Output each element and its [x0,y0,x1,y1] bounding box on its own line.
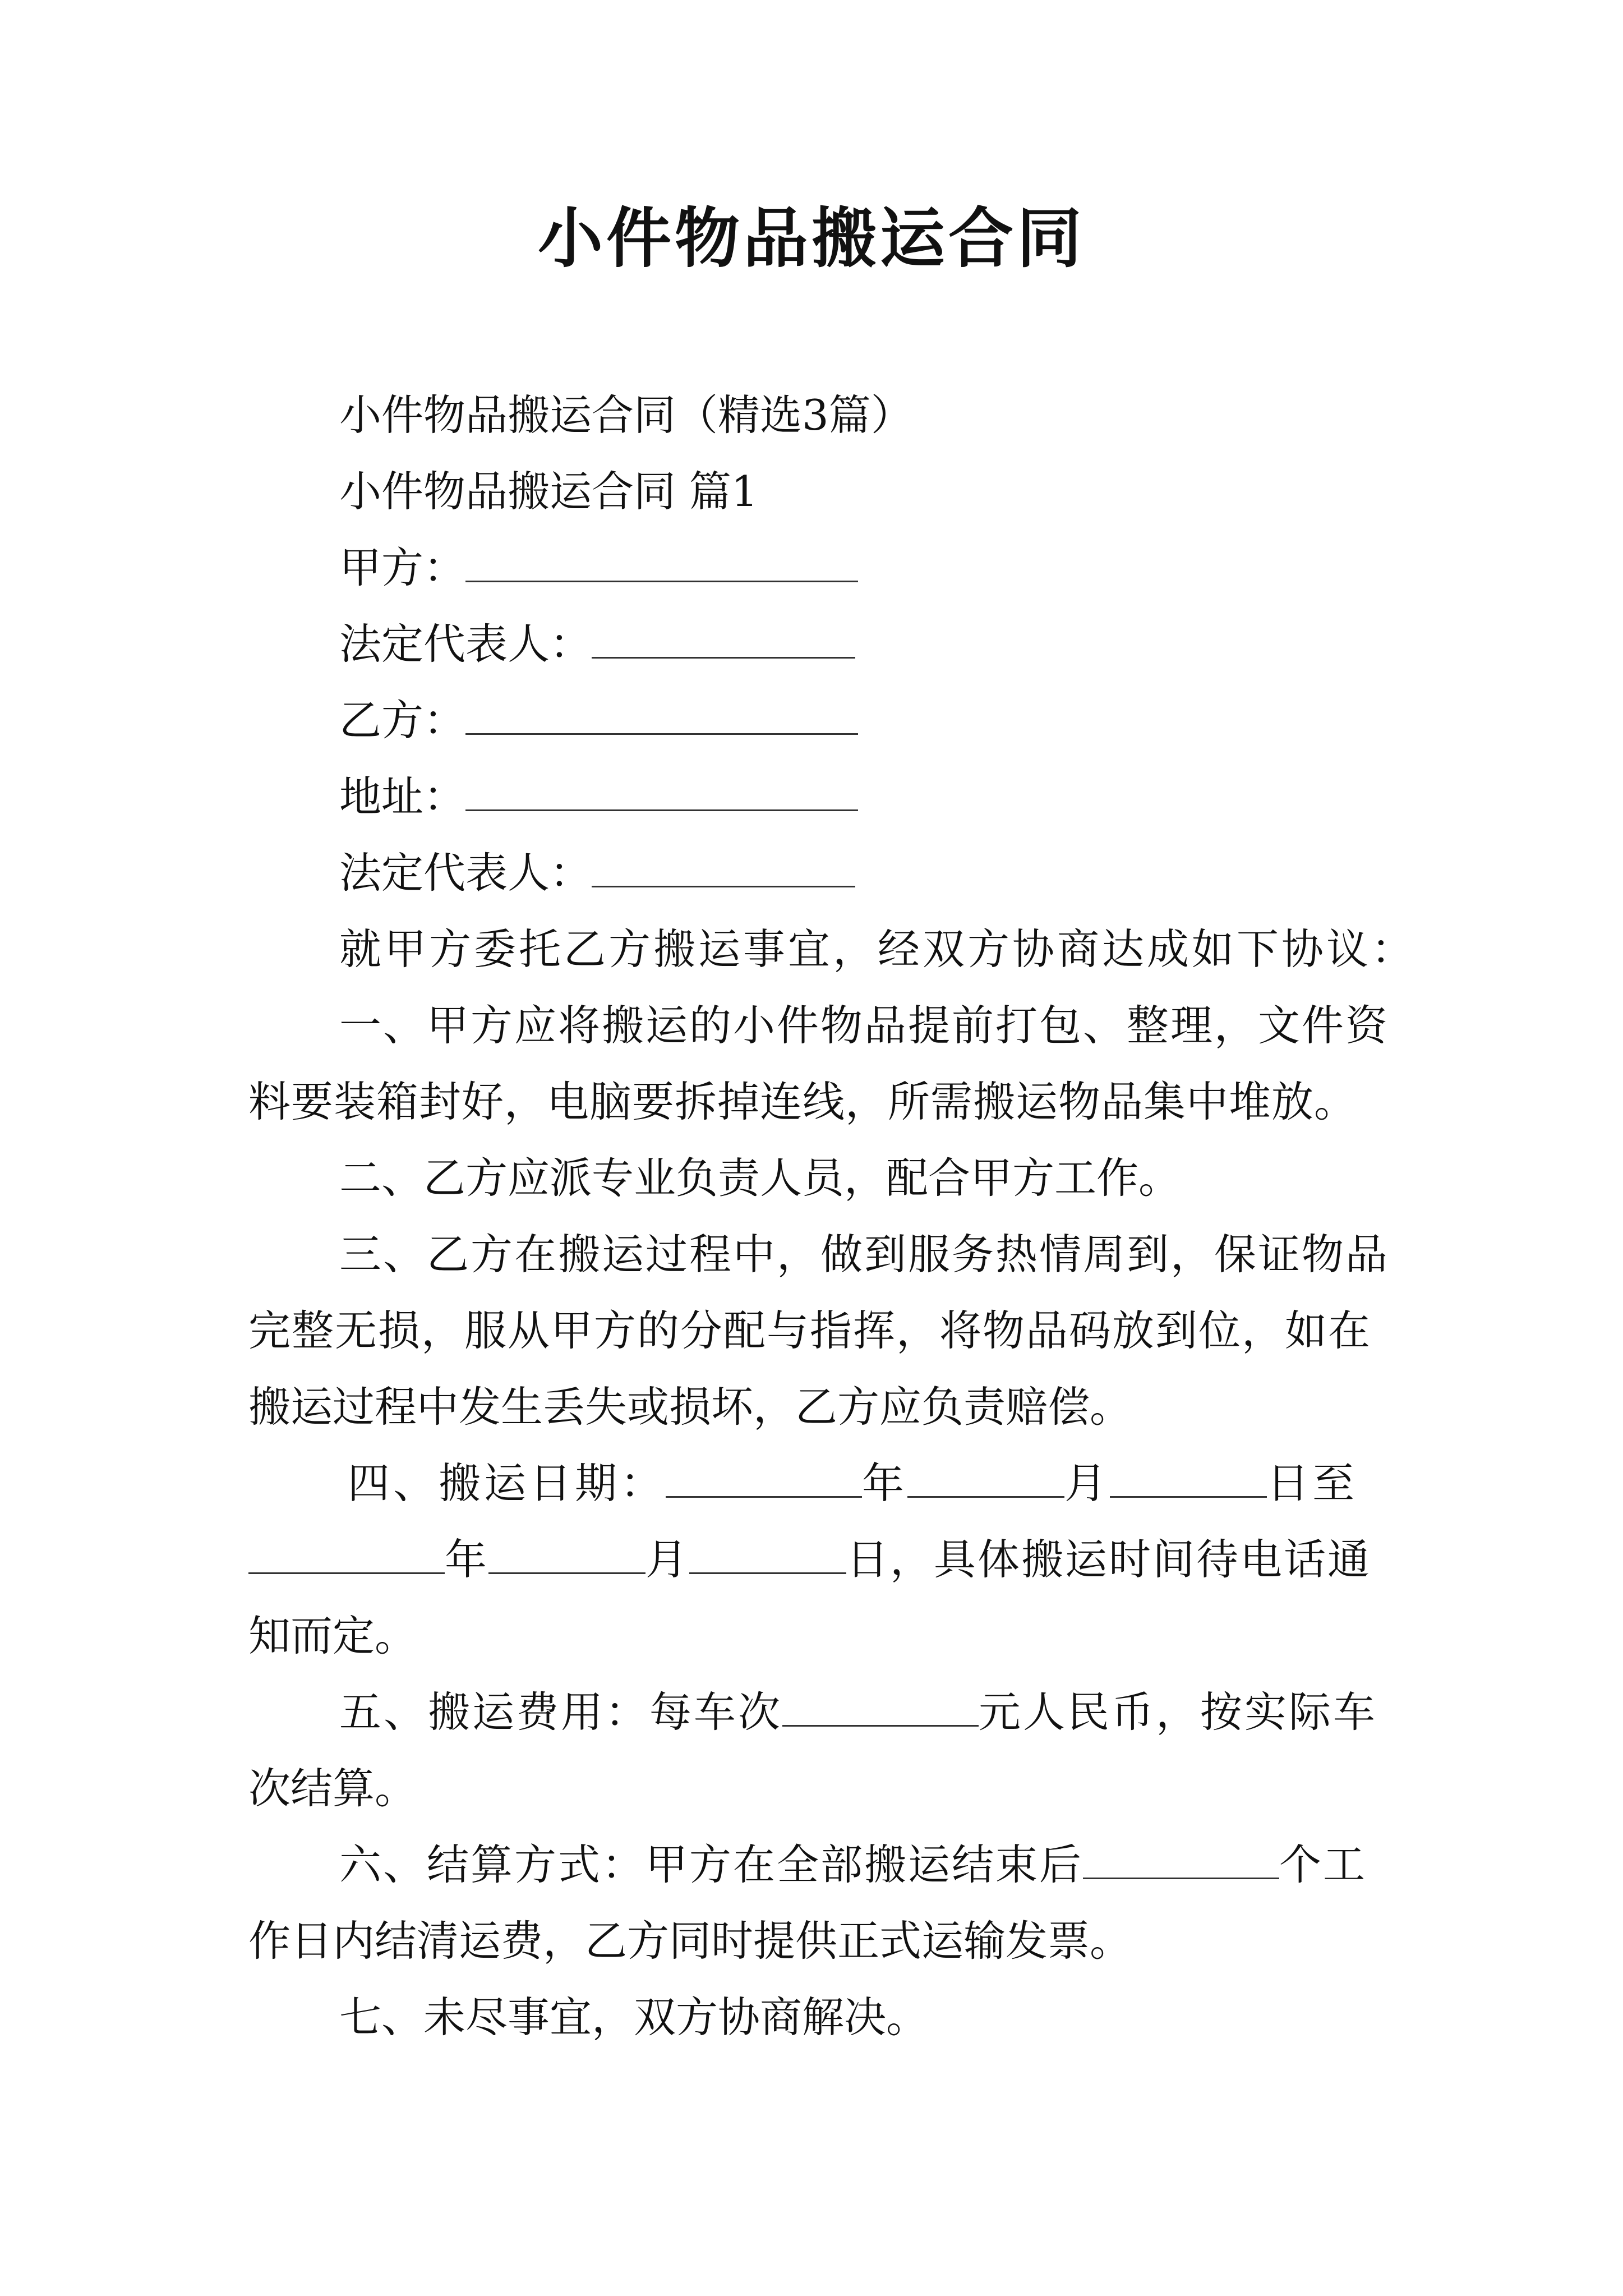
party-a-blank [465,540,858,582]
clause-4-line-2 [248,1531,1387,1588]
field-label: 地址： [339,772,466,821]
legal-rep-a-blank [592,616,855,659]
clause-3-line-3: 搬运过程中发生丢失或损坏，乙方应负责赔偿。 [248,1382,1132,1432]
field-label: 乙方： [339,696,466,745]
party-b-field [339,692,858,748]
legal-rep-b-field [339,845,855,901]
clause-6-prefix: 六、结算方式：甲方在全部搬运结束后 [339,1840,1083,1889]
start-month-blank [907,1456,1064,1498]
field-label: 法定代表人： [339,619,592,669]
field-label: 法定代表人： [339,848,592,898]
clause-7: 七、未尽事宜，双方协商解决。 [339,1993,929,2042]
clause-5-suffix: 元人民币，按实际车 [979,1687,1378,1737]
day-to-label: 日至 [1267,1458,1358,1508]
part-heading: 小件物品搬运合同 篇1 [339,467,758,516]
clause-6-suffix: 个工 [1279,1840,1367,1889]
address-field [339,769,858,825]
day-rest-label: 日，具体搬运时间待电话通 [846,1535,1372,1584]
party-b-blank [465,693,858,735]
clause-5-line-2: 次结算。 [248,1764,417,1813]
legal-rep-b-blank [592,845,855,887]
clause-1-line-2: 料要装箱封好，电脑要拆掉连线，所需搬运物品集中堆放。 [248,1077,1357,1126]
clause-3-line-2: 完整无损，服从甲方的分配与指挥，将物品码放到位，如在 [248,1306,1372,1355]
clause-6-line-1 [339,1837,1367,1893]
start-year-blank [666,1456,862,1498]
document-subtitle: 小件物品搬运合同（精选3篇） [339,390,913,440]
clause-6-line-2: 作日内结清运费，乙方同时提供正式运输发票。 [248,1916,1132,1966]
fee-blank [782,1685,979,1727]
start-day-blank [1110,1456,1267,1498]
clause-4-prefix: 四、搬运日期： [348,1458,666,1508]
clause-4-line-1 [348,1455,1388,1511]
field-label: 甲方： [339,543,466,592]
year-label: 年 [445,1535,489,1584]
end-month-blank [488,1532,645,1574]
address-blank [465,769,858,811]
clause-2: 二、乙方应派专业负责人员，配合甲方工作。 [339,1153,1181,1203]
clause-5-line-1 [339,1684,1377,1740]
clause-4-line-3: 知而定。 [248,1611,417,1660]
party-a-field [339,540,858,596]
intro-paragraph: 就甲方委托乙方搬运事宜，经双方协商达成如下协议： [339,924,1417,974]
clause-3-line-1: 三、乙方在搬运过程中，做到服务热情周到，保证物品 [339,1230,1390,1279]
year-label: 年 [862,1458,908,1508]
month-label: 月 [1064,1458,1110,1508]
workdays-blank [1083,1837,1279,1879]
legal-rep-a-field [339,616,855,672]
clause-1-line-1: 一、甲方应将搬运的小件物品提前打包、整理，文件资 [339,1001,1390,1050]
month-label: 月 [645,1535,690,1584]
end-year-blank [248,1532,445,1574]
end-day-blank [689,1532,846,1574]
clause-5-prefix: 五、搬运费用：每车次 [339,1687,783,1737]
document-title: 小件物品搬运合同 [538,200,1085,277]
